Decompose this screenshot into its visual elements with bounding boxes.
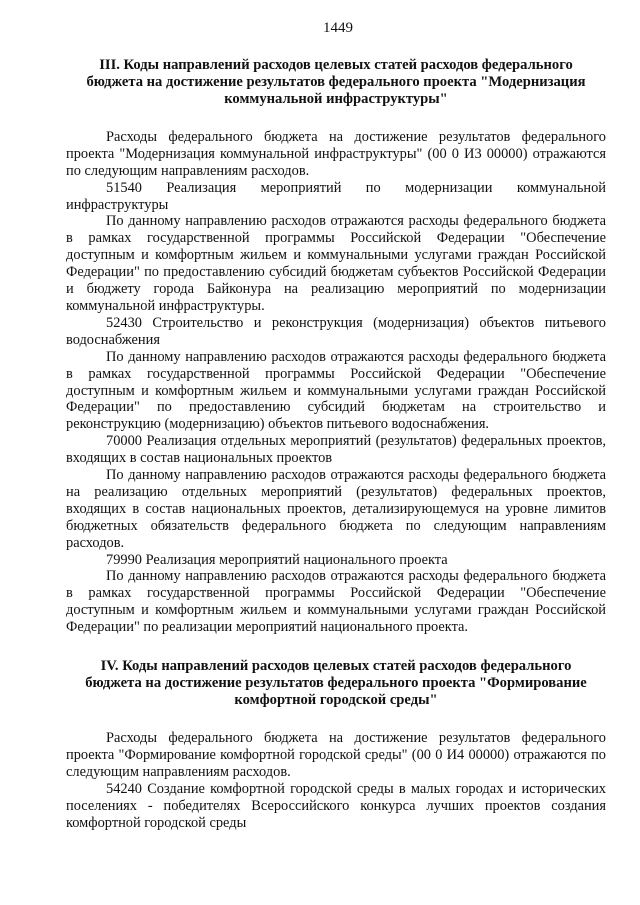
code-51540-title: 51540 Реализация мероприятий по модернизации коммунальной инфраструктуры xyxy=(66,179,606,213)
code-54240-title: 54240 Создание комфортной городской среды в малых городах и исторических поселениях - победителях Всероссийского конкурса лучших проектов создания комфортной городской среды xyxy=(66,780,606,831)
section-3-heading: III. Коды направлений расходов целевых статей расходов федерального бюджета на достижение результатов федерального проекта "Модернизация коммунальной инфраструктуры" xyxy=(86,56,586,107)
code-70000-text: По данному направлению расходов отражаются расходы федерального бюджета на реализацию отдельных мероприятий (результатов) федеральных проектов, входящих в состав национальных проектов, детализирующемуся на уровне лимитов бюджетных обязательств федерального бюджета по следующим направлениям расходов. xyxy=(66,467,606,551)
section-3-intro: Расходы федерального бюджета на достижение результатов федерального проекта "Модернизация коммунальной инфраструктуры" (00 0 И3 00000) отражаются по следующим направлениям расходов. xyxy=(66,128,606,179)
code-70000-title: 70000 Реализация отдельных мероприятий (результатов) федеральных проектов, входящих в состав национальных проектов xyxy=(66,433,606,467)
code-51540-text: По данному направлению расходов отражаются расходы федерального бюджета в рамках государственной программы Российской Федерации "Обеспечение доступным и комфортным жильем и коммунальными услугами граждан Российской Федерации" по предоставлению субсидий бюджетам субъектов Российской Федерации и бюджету города Байконура на реализацию мероприятий по модернизации коммунальной инфраструктуры. xyxy=(66,213,606,314)
code-52430-text: По данному направлению расходов отражаются расходы федерального бюджета в рамках государственной программы Российской Федерации "Обеспечение доступным и комфортным жильем и коммунальными услугами граждан Российской Федерации" по предоставлению субсидий бюджетам на строительство и реконструкцию (модернизацию) объектов питьевого водоснабжения. xyxy=(66,348,606,433)
code-79990-title: 79990 Реализация мероприятий национального проекта xyxy=(106,551,448,568)
section-4-heading: IV. Коды направлений расходов целевых статей расходов федерального бюджета на достижение результатов федерального проекта "Формирование комфортной городской среды" xyxy=(85,658,587,709)
code-52430-title: 52430 Строительство и реконструкция (модернизация) объектов питьевого водоснабжения xyxy=(66,314,606,348)
page-number: 1449 xyxy=(323,20,353,36)
section-4-intro: Расходы федерального бюджета на достижение результатов федерального проекта "Формирование комфортной городской среды" (00 0 И4 00000) отражаются по следующим направлениям расходов. xyxy=(66,730,606,780)
code-79990-text: По данному направлению расходов отражаются расходы федерального бюджета в рамках государственной программы Российской Федерации "Обеспечение доступным и комфортным жильем и коммунальными услугами граждан Российской Федерации" по реализации мероприятий национального проекта. xyxy=(66,568,606,636)
document-page xyxy=(66,20,606,832)
